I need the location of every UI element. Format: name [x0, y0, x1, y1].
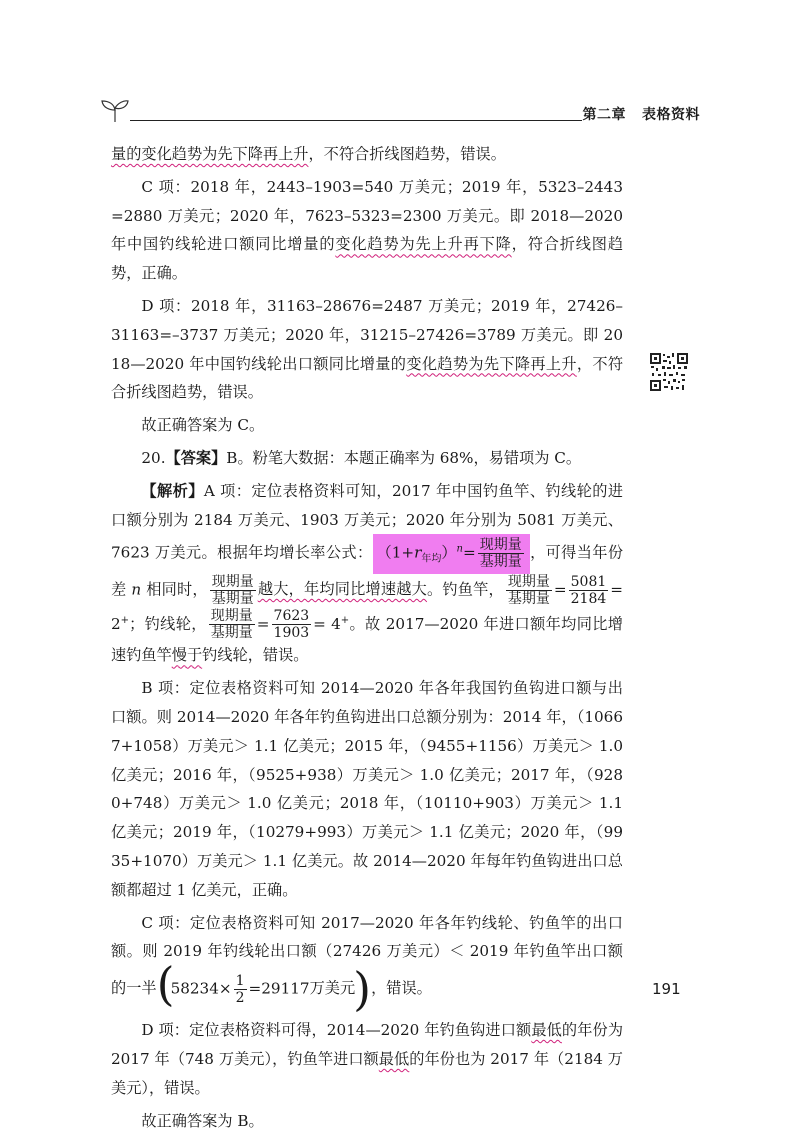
text: = 4 — [313, 614, 341, 633]
denominator: 2184 — [570, 590, 607, 607]
text: 的年份也为 2017 年（2184 万美元），错误。 — [111, 1049, 623, 1097]
denominator: 基期量 — [479, 554, 522, 571]
underlined-text: 量的变化趋势为先下降再上升 — [111, 145, 309, 163]
chapter-name: 表格资料 — [642, 107, 700, 123]
analysis-option-b: B 项：定位表格资料可知 2014—2020 年各年我国钓鱼钩进口额与出口额。则 2014—2020 年各年钓鱼钩进出口总额分别为：2014 年，（10667+1058）万美元＞ 1.1 亿美元；2015 年，（9455+1156）万美元＞ 1.0 亿美元；2016 年，（9525+938）万美元＞ 1.0 亿美元；2017 年，（9280+748）万美元＞ 1.0 亿美元；2018 年，（10110+903）万美元＞ 1.1 亿美元；2019 年，（10279+993）万美元＞ 1.1 亿美元；2020 年，（9935+1070）万美元＞ 1.1 亿美元。故 2014—2020 年每年钓鱼钩进出口总额都超过 1 亿美元，正确。 — [111, 679, 623, 899]
sprout-leaf-icon — [100, 98, 130, 124]
denominator: 1903 — [273, 625, 310, 642]
fraction — [506, 574, 552, 607]
underlined-text: 最低 — [531, 1021, 562, 1040]
answer-line-19: 故正确答案为 C。 — [141, 416, 265, 435]
fraction — [478, 537, 524, 570]
analysis-tag: 【解析】 — [141, 481, 204, 500]
analysis-option-d — [111, 1016, 623, 1102]
numerator: 现期量 — [507, 573, 550, 590]
text: = 2 — [111, 580, 623, 633]
parenthetical-expression — [156, 956, 310, 1011]
highlighted-formula — [373, 534, 530, 573]
question-number: 20. — [141, 448, 166, 467]
text: 相同时， — [141, 580, 208, 599]
chapter-number: 第二章 — [582, 107, 626, 123]
formula-part: r — [414, 543, 422, 562]
numerator: 7623 — [273, 608, 310, 625]
text: ，符合折线图趋势，正确。 — [111, 235, 624, 283]
formula-part: n — [456, 543, 463, 555]
text: = — [256, 614, 270, 633]
analysis-option-c — [111, 909, 623, 1017]
header-rule — [130, 120, 582, 121]
text: ，错误。 — [371, 979, 432, 998]
numerator: 现期量 — [479, 537, 522, 554]
page-body — [111, 140, 623, 1139]
paragraph-option-c — [111, 173, 623, 288]
text: = — [553, 580, 567, 599]
text: 。故 2017—2020 年进口额年均同比增速钓鱼竿 — [111, 614, 623, 665]
text: C 项：2018 年，2443–1903=540 万美元；2019 年，5323–2443=2880 万美元；2020 年，7623–5323=2300 万美元。即 2018—2020 年中国钓线轮进口额同比增量的 — [111, 177, 623, 254]
text: ，可得当年份差 — [111, 543, 623, 599]
open-paren: ( — [156, 956, 175, 1011]
text: B。粉笔大数据：本题正确率为 68%，易错项为 C。 — [226, 448, 582, 467]
numerator: 现期量 — [210, 608, 253, 625]
paragraph-b-conclusion — [111, 140, 623, 169]
analysis-option-a — [111, 477, 623, 670]
text: + — [120, 614, 130, 626]
underlined-text: 变化趋势为先上升再下降 — [335, 235, 512, 254]
formula-part: = — [462, 543, 476, 562]
text: + — [340, 614, 350, 626]
text: 58234× — [170, 979, 232, 998]
text: A 项：定位表格资料可知，2017 年中国钓鱼竿、钓线轮的进口额分别为 2184 万美元、1903 万美元；2020 年分别为 5081 万美元、7623 万美元。根据年均增长率公式： — [111, 481, 624, 562]
denominator: 基期量 — [210, 625, 253, 642]
denominator: 基期量 — [211, 590, 254, 607]
fraction — [569, 574, 609, 607]
fraction — [209, 608, 255, 641]
text: ，不符合折线图趋势，错误。 — [111, 354, 623, 402]
fraction — [234, 973, 247, 1006]
denominator: 2 — [235, 989, 245, 1006]
underlined-text: 慢于 — [171, 646, 203, 665]
fraction — [272, 608, 312, 641]
underlined-text: 变化趋势为先下降再上升 — [406, 354, 577, 373]
underlined-text: 最低 — [378, 1049, 410, 1068]
page-number: 191 — [652, 980, 681, 998]
formula-part: 年均 — [421, 553, 442, 565]
numerator: 5081 — [570, 573, 607, 590]
text: n — [131, 580, 142, 599]
text: 。钓鱼竿， — [427, 580, 504, 599]
denominator: 基期量 — [507, 590, 550, 607]
text: D 项：定位表格资料可得，2014—2020 年钓鱼钩进口额 — [141, 1021, 532, 1040]
text: ；钓线轮， — [129, 614, 207, 633]
numerator: 现期量 — [211, 573, 254, 590]
text: ，不符合折线图趋势，错误。 — [308, 145, 506, 163]
answer-tag: 【答案】 — [165, 448, 227, 467]
text: =29117 — [248, 979, 310, 998]
text: 钓线轮，错误。 — [202, 646, 309, 665]
close-paren: ) — [353, 962, 372, 1017]
underlined-text — [208, 573, 428, 607]
text: D 项：2018 年，31163–28676=2487 万美元；2019 年，27426–31163=–3737 万美元；2020 年，31215–27426=3789 万美元。即 2018—2020 年中国钓线轮出口额同比增量的 — [111, 296, 623, 373]
question-20-answer — [111, 444, 623, 473]
answer-line-20: 故正确答案为 B。 — [141, 1111, 264, 1130]
chapter-title — [583, 104, 701, 124]
text: 万美元 — [309, 979, 356, 998]
running-header — [100, 94, 700, 128]
fraction — [210, 574, 256, 607]
qr-code-icon[interactable] — [649, 352, 689, 392]
text: C 项：定位表格资料可知 2017—2020 年各年钓线轮、钓鱼竿的出口额。则 2019 年钓线轮出口额（27426 万美元）＜ 2019 年钓鱼竿出口额的一半 — [111, 913, 623, 998]
text: 越大，年均同比增速越大 — [257, 580, 428, 599]
text: 的年份为 2017 年（748 万美元），钓鱼竿进口额 — [111, 1021, 624, 1068]
numerator: 1 — [235, 972, 245, 989]
paragraph-option-d — [111, 292, 623, 407]
formula-part: ） — [441, 543, 457, 562]
formula-part: （1+ — [376, 543, 415, 562]
